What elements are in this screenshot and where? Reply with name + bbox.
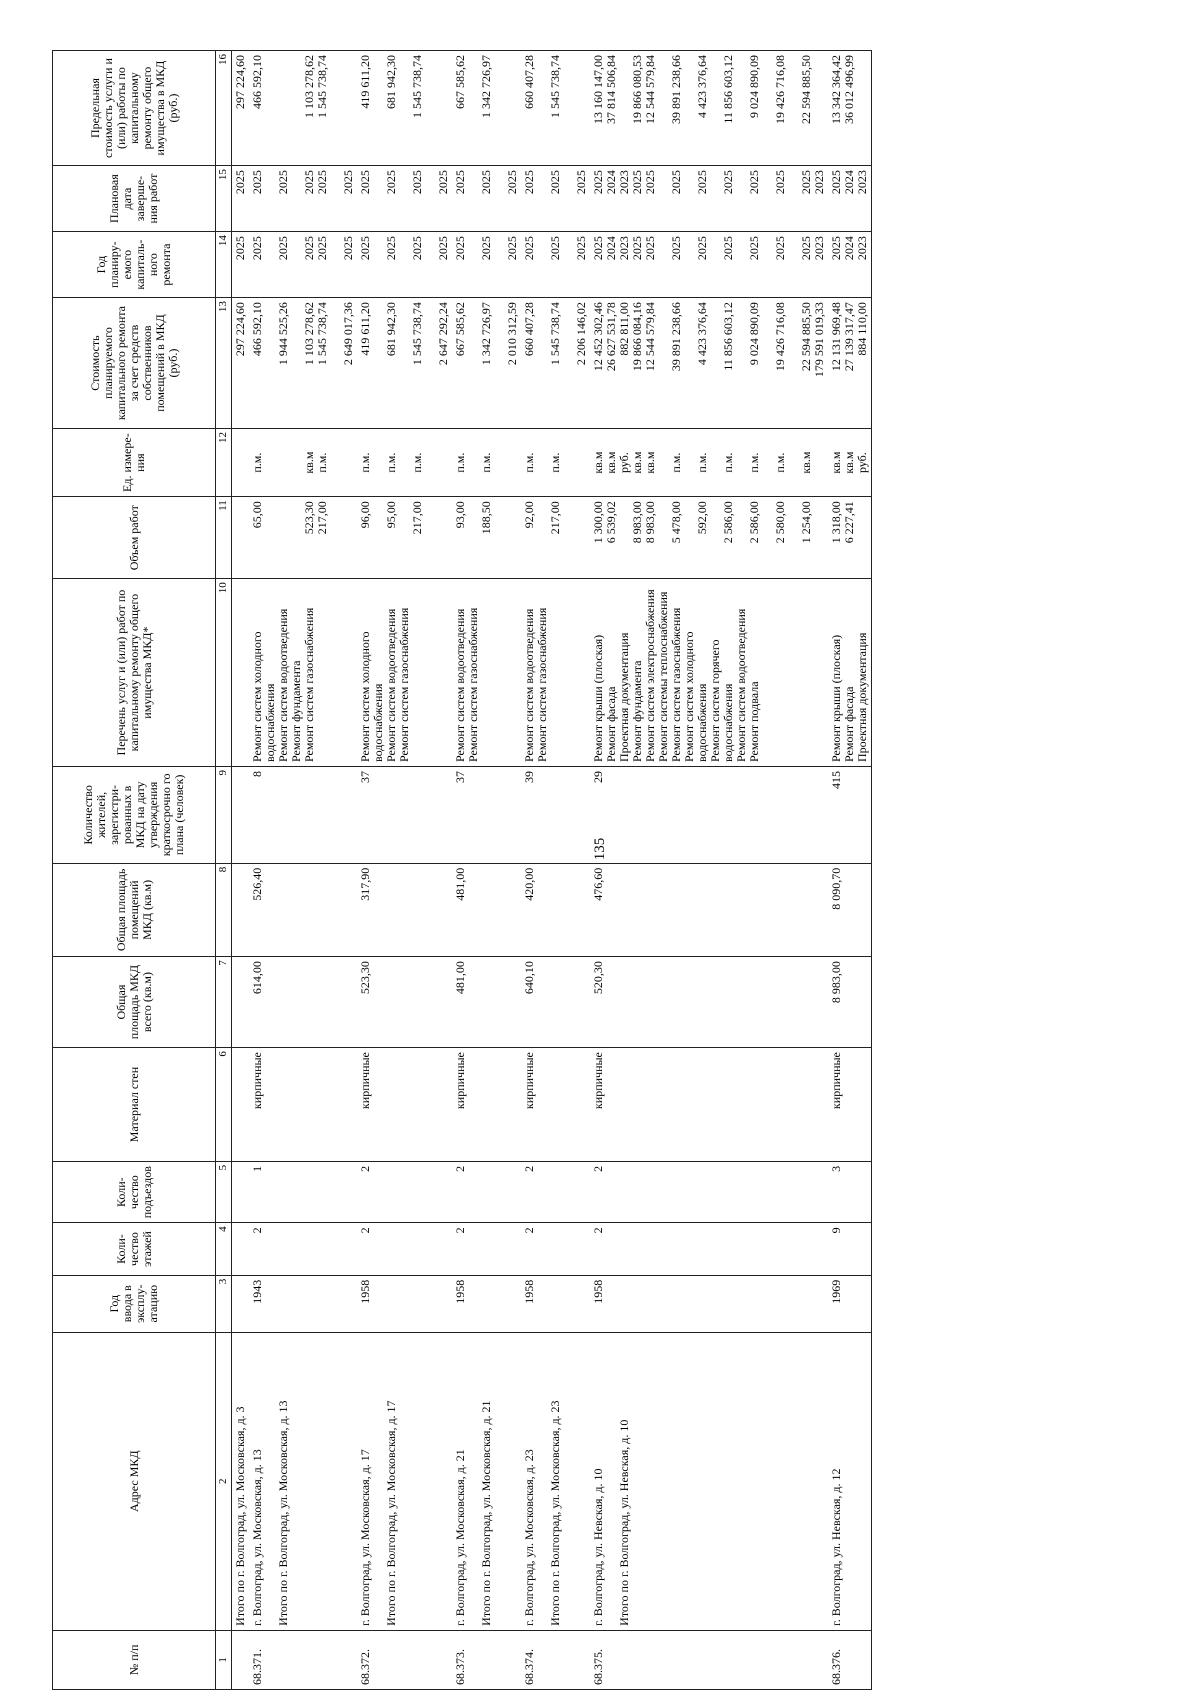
wall-material: кирпичные [829, 1052, 843, 1110]
work-end-date: 2023 [617, 170, 631, 195]
column-header-13: Стоимость планируемого капитального ремонта за счет средств собственников помещений в МКД (руб.) [53, 298, 216, 429]
work-name: Ремонт систем водоотведения [522, 608, 536, 762]
entrances-count: 2 [522, 1165, 536, 1172]
floors-count: 2 [250, 1227, 264, 1234]
work-year: 2025 [522, 236, 536, 261]
work-name: Ремонт системы теплоснабжения [656, 591, 670, 762]
work-year: 2025 [773, 236, 787, 261]
work-cost: 19 426 716,08 [773, 302, 787, 372]
work-name: Ремонт фундамента [289, 660, 303, 762]
work-name: Ремонт подвала [747, 681, 761, 762]
work-unit: п.м. [522, 452, 536, 473]
wall-material: кирпичные [591, 1052, 605, 1110]
wall-material: кирпичные [358, 1052, 372, 1110]
work-name: Ремонт систем газоснабжения [302, 607, 316, 762]
work-volume: 2 586,00 [721, 501, 735, 544]
work-year: 2023 [617, 236, 631, 261]
work-year: 2023 [855, 236, 869, 261]
house-row [828, 51, 872, 1690]
work-limit: 9 024 890,09 [747, 55, 761, 118]
work-unit: п.м. [358, 452, 372, 473]
floors-count: 2 [522, 1227, 536, 1234]
work-year: 2025 [302, 236, 316, 261]
work-name: Ремонт систем газоснабжения [669, 607, 683, 762]
premises-area: 481,00 [453, 867, 467, 901]
total-area: 523,30 [358, 961, 372, 995]
column-number-13: 13 [216, 298, 232, 429]
work-volume: 1 254,00 [799, 501, 813, 544]
row-number: 68.375. [591, 1649, 605, 1685]
work-year: 2025 [250, 236, 264, 261]
residents-count: 37 [358, 771, 372, 783]
total-area: 640,10 [522, 961, 536, 995]
house-address: г. Волгоград, ул. Невская, д. 12 [829, 1468, 843, 1626]
floors-count: 2 [591, 1227, 605, 1234]
capital-repair-table [52, 50, 872, 1690]
work-end-date: 2025 [747, 170, 761, 195]
section-total-label: Итого по г. Волгоград, ул. Московская, д. 13 [276, 1400, 290, 1626]
work-cost: 1 545 738,74 [548, 302, 562, 366]
house-row [452, 51, 521, 1690]
work-volume: 523,30 [302, 501, 316, 535]
work-end-date: 2025 [315, 170, 329, 195]
entrances-count: 2 [358, 1165, 372, 1172]
work-cost: 1 342 726,97 [479, 302, 493, 366]
work-limit: 1 545 738,74 [548, 55, 562, 118]
row-number: 68.372. [358, 1649, 372, 1685]
row-number: 68.374. [522, 1649, 536, 1685]
work-name: Ремонт систем горячего водоснабжения [708, 639, 735, 762]
carryover-total-row [232, 51, 250, 1690]
work-end-date: 2025 [276, 170, 290, 195]
work-cost: 660 407,28 [522, 302, 536, 357]
column-header-3: Год ввода в эксплу-атацию [53, 1275, 216, 1332]
column-header-6: Материал стен [53, 1048, 216, 1162]
section-total-year: 2025 [436, 236, 450, 261]
work-unit: п.м. [410, 452, 424, 473]
column-header-12: Ед. измере-ния [53, 428, 216, 496]
total-label: Итого по г. Волгоград, ул. Московская, д. 3 [233, 1406, 247, 1626]
work-unit: п.м. [669, 452, 683, 473]
work-year: 2025 [453, 236, 467, 261]
column-number-1: 1 [216, 1630, 232, 1689]
work-unit: п.м. [747, 452, 761, 473]
work-limit: 1 342 726,97 [479, 55, 493, 118]
work-limit: 22 594 885,50 [799, 55, 813, 124]
year-built: 1943 [250, 1279, 264, 1304]
work-end-date: 2025 [453, 170, 467, 195]
work-name: Ремонт систем электроснабжения [643, 589, 657, 762]
total-limit: 297 224,60 [233, 55, 247, 109]
work-year: 2025 [479, 236, 493, 261]
work-unit: кв.м [643, 451, 657, 474]
work-year: 2025 [358, 236, 372, 261]
work-limit: 37 814 506,84 [604, 55, 618, 124]
work-end-date: 2025 [799, 170, 813, 195]
house-address: г. Волгоград, ул. Московская, д. 13 [250, 1449, 264, 1626]
work-volume [856, 501, 869, 574]
row-number: 68.376. [829, 1649, 843, 1685]
work-volume: 93,00 [453, 501, 467, 529]
work-name: Проектная документация [855, 632, 869, 762]
column-number-16: 16 [216, 51, 232, 166]
work-unit: кв.м [829, 451, 843, 474]
work-unit: кв.м [630, 451, 644, 474]
column-header-5: Коли-чество подъездов [53, 1161, 216, 1222]
work-end-date: 2025 [250, 170, 264, 195]
work-unit: п.м. [453, 452, 467, 473]
work-end-date: 2025 [358, 170, 372, 195]
work-name: Ремонт систем водоотведения [384, 608, 398, 762]
work-end-date: 2024 [842, 170, 856, 195]
work-end-date: 2025 [410, 170, 424, 195]
column-number-6: 6 [216, 1048, 232, 1162]
section-total-end: 2025 [574, 170, 588, 195]
column-number-2: 2 [216, 1332, 232, 1630]
work-limit: 466 592,10 [250, 55, 264, 109]
work-end-date: 2025 [302, 170, 316, 195]
work-unit [277, 433, 290, 492]
house-address: г. Волгоград, ул. Московская, д. 21 [453, 1449, 467, 1626]
row-number: 68.371. [250, 1649, 264, 1685]
work-limit: 1 545 738,74 [315, 55, 329, 118]
work-name: Ремонт систем водоотведения [276, 608, 290, 762]
work-year: 2024 [842, 236, 856, 261]
premises-area: 317,90 [358, 867, 372, 901]
work-cost: 39 891 238,66 [669, 302, 683, 372]
column-header-7: Общая площадь МКД всего (кв.м) [53, 957, 216, 1048]
work-volume: 592,00 [695, 501, 709, 535]
work-unit: п.м. [548, 452, 562, 473]
work-year: 2025 [695, 236, 709, 261]
column-header-10: Перечень услуг и (или) работ по капитальному ремонту общего имущества МКД* [53, 579, 216, 767]
work-year: 2025 [548, 236, 562, 261]
year-built: 1958 [358, 1279, 372, 1304]
work-end-date: 2025 [669, 170, 683, 195]
residents-count: 39 [522, 771, 536, 783]
work-cost: 882 811,00 [617, 302, 631, 356]
house-address: г. Волгоград, ул. Московская, д. 17 [358, 1449, 372, 1626]
section-total-end: 2025 [505, 170, 519, 195]
work-cost: 419 611,20 [358, 302, 372, 356]
residents-count: 8 [250, 771, 264, 777]
house-row [249, 51, 357, 1690]
work-volume: 65,00 [250, 501, 264, 529]
house-row [590, 51, 828, 1690]
section-total-cost: 2 206 146,02 [574, 302, 588, 366]
column-header-15: Плановая дата заверше-ния работ [53, 166, 216, 232]
total-year: 2025 [233, 236, 247, 261]
work-cost: 12 131 969,48 [829, 302, 843, 372]
work-name: Ремонт фасада [604, 686, 618, 762]
work-limit: 39 891 238,66 [669, 55, 683, 124]
premises-area: 8 090,70 [829, 867, 843, 910]
section-total-end: 2023 [812, 170, 826, 195]
total-area: 481,00 [453, 961, 467, 995]
work-volume: 217,00 [410, 501, 424, 535]
work-cost: 1 103 278,62 [302, 302, 316, 366]
work-cost: 667 585,62 [453, 302, 467, 357]
work-end-date: 2025 [479, 170, 493, 195]
year-built: 1958 [522, 1279, 536, 1304]
section-total-year: 2025 [574, 236, 588, 261]
work-year: 2025 [799, 236, 813, 261]
work-volume: 6 227,41 [842, 501, 856, 544]
work-limit: 13 342 364,42 [829, 55, 843, 124]
work-year: 2025 [315, 236, 329, 261]
section-total-year: 2025 [341, 236, 355, 261]
work-limit: 19 866 080,53 [630, 55, 644, 124]
entrances-count: 1 [250, 1165, 264, 1172]
work-name: Ремонт крыши (плоская) [591, 634, 605, 762]
year-built: 1969 [829, 1279, 843, 1304]
column-number-8: 8 [216, 863, 232, 956]
work-year: 2025 [384, 236, 398, 261]
work-limit [856, 55, 869, 161]
floors-count: 9 [829, 1227, 843, 1234]
work-year: 2025 [669, 236, 683, 261]
column-header-14: Год планиру-емого капиталь-ного ремонта [53, 232, 216, 298]
work-year: 2025 [643, 236, 657, 261]
work-name: Ремонт фундамента [630, 660, 644, 762]
work-volume: 188,50 [479, 501, 493, 535]
residents-count: 37 [453, 771, 467, 783]
work-end-date: 2025 [643, 170, 657, 195]
house-address: г. Волгоград, ул. Невская, д. 10 [591, 1468, 605, 1626]
work-name: Ремонт систем газоснабжения [466, 607, 480, 762]
work-limit: 12 544 579,84 [643, 55, 657, 124]
work-cost: 1 545 738,74 [315, 302, 329, 366]
section-total-end: 2025 [341, 170, 355, 195]
work-limit: 681 942,30 [384, 55, 398, 109]
residents-count: 415 [829, 771, 843, 789]
total-area: 520,30 [591, 961, 605, 995]
work-unit: п.м. [695, 452, 709, 473]
work-volume: 96,00 [358, 501, 372, 529]
work-end-date: 2025 [773, 170, 787, 195]
work-end-date: 2025 [829, 170, 843, 195]
work-unit: п.м. [773, 452, 787, 473]
residents-count: 29 [591, 771, 605, 783]
column-header-4: Коли-чество этажей [53, 1223, 216, 1275]
column-number-4: 4 [216, 1223, 232, 1275]
work-year: 2025 [591, 236, 605, 261]
work-volume: 2 586,00 [747, 501, 761, 544]
work-cost: 4 423 376,64 [695, 302, 709, 366]
total-area: 614,00 [250, 961, 264, 995]
work-cost: 26 627 531,78 [604, 302, 618, 372]
section-total-cost: 179 591 019,33 [812, 302, 826, 378]
work-year: 2025 [276, 236, 290, 261]
work-volume: 217,00 [548, 501, 562, 535]
work-volume: 8 983,00 [643, 501, 657, 544]
row-number: 68.373. [453, 1649, 467, 1685]
work-unit: руб. [617, 452, 631, 474]
house-row [357, 51, 452, 1690]
work-name: Ремонт систем газоснабжения [397, 607, 411, 762]
work-cost: 1 944 525,26 [276, 302, 290, 366]
column-number-10: 10 [216, 579, 232, 767]
work-unit: кв.м [302, 451, 316, 474]
work-end-date: 2025 [384, 170, 398, 195]
work-unit: кв.м [842, 451, 856, 474]
work-unit: руб. [855, 452, 869, 474]
house-row [521, 51, 590, 1690]
wall-material: кирпичные [522, 1052, 536, 1110]
total-end-date: 2025 [233, 170, 247, 195]
house-address: г. Волгоград, ул. Московская, д. 23 [522, 1449, 536, 1626]
work-limit: 1 103 278,62 [302, 55, 316, 118]
work-cost: 1 545 738,74 [410, 302, 424, 366]
work-limit: 419 611,20 [358, 55, 372, 109]
work-cost: 9 024 890,09 [747, 302, 761, 366]
work-limit: 36 012 496,99 [842, 55, 856, 124]
work-unit: п.м. [479, 452, 493, 473]
section-total-label: Итого по г. Волгоград, ул. Московская, д. 23 [548, 1400, 562, 1626]
column-number-14: 14 [216, 232, 232, 298]
work-unit: кв.м [591, 451, 605, 474]
work-end-date: 2025 [721, 170, 735, 195]
section-total-cost: 2 647 292,24 [436, 302, 450, 366]
column-header-16: Предельная стоимость услуги и (или) работы по капитальному ремонту общего имущества в МКД (руб.) [53, 51, 216, 166]
section-total-label: Итого по г. Волгоград, ул. Московская, д. 21 [479, 1400, 493, 1626]
work-end-date: 2025 [591, 170, 605, 195]
total-cost: 297 224,60 [233, 302, 247, 357]
entrances-count: 2 [591, 1165, 605, 1172]
work-limit: 11 856 603,12 [721, 55, 735, 124]
wall-material: кирпичные [250, 1052, 264, 1110]
work-unit: п.м. [250, 452, 264, 473]
work-unit: п.м. [721, 452, 735, 473]
work-limit: 667 585,62 [453, 55, 467, 109]
section-total-year: 2025 [505, 236, 519, 261]
work-limit: 660 407,28 [522, 55, 536, 109]
work-cost: 12 452 302,46 [591, 302, 605, 372]
column-number-12: 12 [216, 428, 232, 496]
column-number-11: 11 [216, 497, 232, 579]
work-volume: 6 539,02 [604, 501, 618, 544]
work-name: Ремонт фасада [842, 686, 856, 762]
work-name: Ремонт систем водоотведения [734, 608, 748, 762]
work-limit: 13 160 147,00 [591, 55, 605, 124]
column-number-9: 9 [216, 767, 232, 864]
work-cost: 22 594 885,50 [799, 302, 813, 372]
wall-material: кирпичные [453, 1052, 467, 1110]
work-year: 2025 [829, 236, 843, 261]
column-header-11: Объем работ [53, 497, 216, 579]
work-cost: 19 866 084,16 [630, 302, 644, 372]
entrances-count: 3 [829, 1165, 843, 1172]
work-end-date: 2025 [695, 170, 709, 195]
premises-area: 526,40 [250, 867, 264, 901]
column-header-9: Количество жителей, зарегистри-рованных в МКД на дату утверждения краткосрочно го плана (человек) [53, 767, 216, 864]
work-volume: 217,00 [315, 501, 329, 535]
work-volume [277, 501, 290, 574]
table-body [232, 51, 872, 1690]
work-unit: кв.м [604, 451, 618, 474]
work-year: 2024 [604, 236, 618, 261]
work-limit: 4 423 376,64 [695, 55, 709, 118]
work-limit: 1 545 738,74 [410, 55, 424, 118]
work-cost: 27 139 317,47 [842, 302, 856, 372]
work-unit: п.м. [315, 452, 329, 473]
work-end-date: 2025 [522, 170, 536, 195]
year-built: 1958 [453, 1279, 467, 1304]
work-name: Ремонт систем водоотведения [453, 608, 467, 762]
work-year: 2025 [630, 236, 644, 261]
work-unit: п.м. [384, 452, 398, 473]
section-total-cost: 2 010 312,59 [505, 302, 519, 366]
work-year: 2025 [410, 236, 424, 261]
work-volume: 95,00 [384, 501, 398, 529]
work-name: Ремонт систем холодного водоснабжения [358, 631, 385, 762]
floors-count: 2 [453, 1227, 467, 1234]
work-name: Ремонт систем холодного водоснабжения [682, 631, 709, 762]
column-number-row [216, 51, 232, 1690]
section-total-year: 2023 [812, 236, 826, 261]
entrances-count: 2 [453, 1165, 467, 1172]
column-number-7: 7 [216, 957, 232, 1048]
work-unit: кв.м [799, 451, 813, 474]
work-volume: 5 478,00 [669, 501, 683, 544]
total-area: 8 983,00 [829, 961, 843, 1004]
work-cost: 466 592,10 [250, 302, 264, 357]
work-cost: 11 856 603,12 [721, 302, 735, 371]
work-cost: 884 110,00 [855, 302, 869, 356]
page-number: 135 [592, 837, 608, 861]
column-number-15: 15 [216, 166, 232, 232]
work-volume: 1 300,00 [591, 501, 605, 544]
section-total-end: 2025 [436, 170, 450, 195]
section-total-label: Итого по г. Волгоград, ул. Невская, д. 10 [617, 1419, 631, 1626]
floors-count: 2 [358, 1227, 372, 1234]
work-name: Ремонт систем холодного водоснабжения [250, 631, 277, 762]
work-end-date: 2023 [855, 170, 869, 195]
work-end-date: 2025 [548, 170, 562, 195]
column-header-2: Адрес МКД [53, 1332, 216, 1630]
year-built: 1958 [591, 1279, 605, 1304]
work-volume: 8 983,00 [630, 501, 644, 544]
premises-area: 476,60 [591, 867, 605, 901]
column-number-5: 5 [216, 1161, 232, 1222]
work-volume: 92,00 [522, 501, 536, 529]
premises-area: 420,00 [522, 867, 536, 901]
section-total-cost: 2 649 017,36 [341, 302, 355, 366]
header-row [53, 51, 216, 1690]
work-limit: 19 426 716,08 [773, 55, 787, 124]
work-cost: 12 544 579,84 [643, 302, 657, 372]
column-number-3: 3 [216, 1275, 232, 1332]
work-name: Ремонт систем газоснабжения [535, 607, 549, 762]
column-header-8: Общая площадь помещений МКД (кв.м) [53, 863, 216, 956]
work-name: Проектная документация [617, 632, 631, 762]
work-end-date: 2024 [604, 170, 618, 195]
work-volume: 2 580,00 [773, 501, 787, 544]
work-volume: 1 318,00 [829, 501, 843, 544]
work-year: 2025 [721, 236, 735, 261]
rotated-table-container [52, 50, 1162, 1690]
work-name: Ремонт крыши (плоская) [829, 634, 843, 762]
work-cost: 681 942,30 [384, 302, 398, 357]
work-limit [277, 55, 290, 161]
work-end-date: 2025 [630, 170, 644, 195]
work-year: 2025 [747, 236, 761, 261]
section-total-label: Итого по г. Волгоград, ул. Московская, д. 17 [384, 1400, 398, 1626]
column-header-1: № п/п [53, 1630, 216, 1689]
